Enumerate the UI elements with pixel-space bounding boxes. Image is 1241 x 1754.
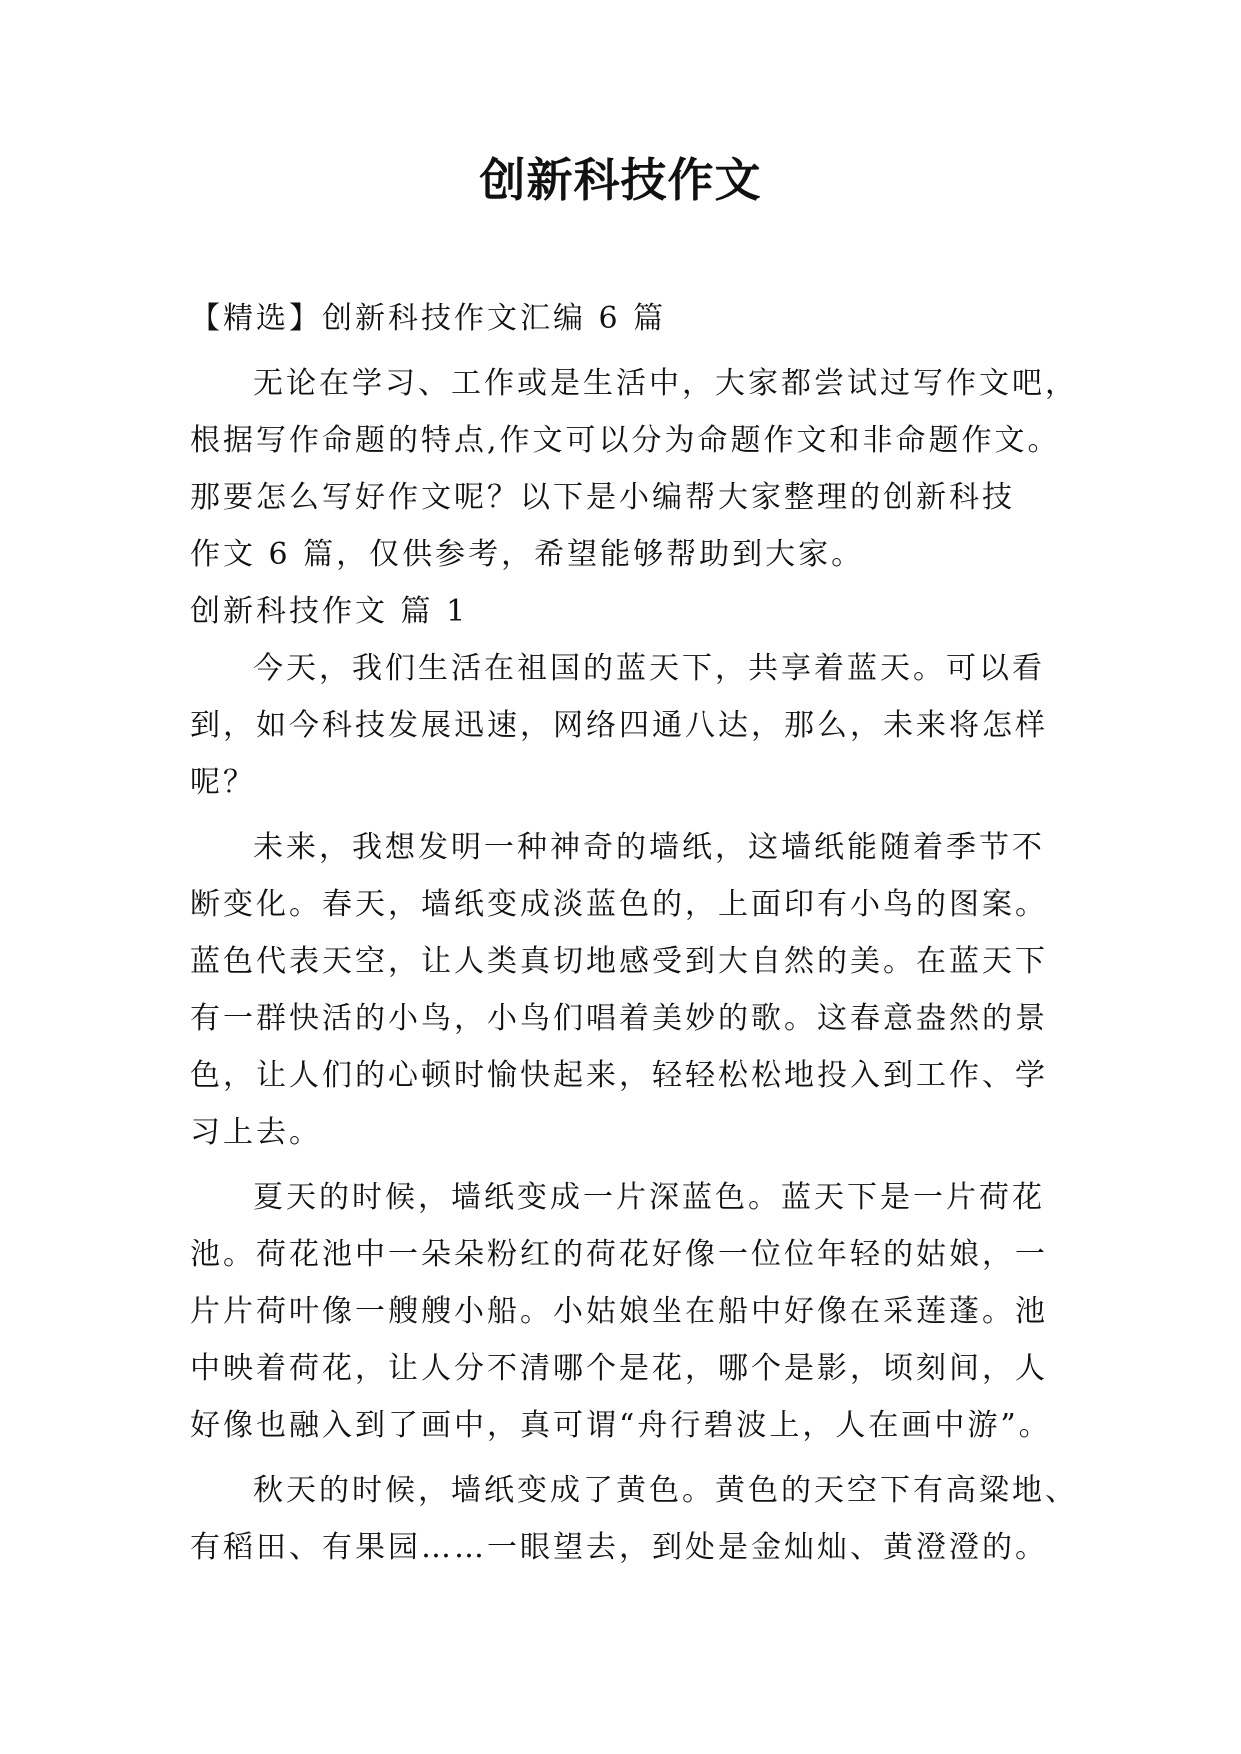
paragraph-line: 断变化。春天，墙纸变成淡蓝色的，上面印有小鸟的图案。 (190, 887, 1048, 922)
paragraph-line: 有稻田、有果园……一眼望去，到处是金灿灿、黄澄澄的。 (190, 1530, 1048, 1565)
paragraph-line: 那要怎么写好作文呢？以下是小编帮大家整理的创新科技 (190, 480, 1015, 515)
paragraph-line: 中映着荷花，让人分不清哪个是花，哪个是影，顷刻间，人 (190, 1351, 1048, 1386)
body-paragraph (190, 1169, 1070, 1454)
body-paragraph (190, 640, 1070, 811)
paragraph-line: 根据写作命题的特点,作文可以分为命题作文和非命题作文。 (190, 423, 1061, 458)
paragraph-line: 蓝色代表天空，让人类真切地感受到大自然的美。在蓝天下 (190, 944, 1048, 979)
document-body (190, 290, 1078, 1576)
paragraph-line: 到，如今科技发展迅速，网络四通八达，那么，未来将怎样 (190, 708, 1048, 743)
paragraph-line: 作文 6 篇，仅供参考，希望能够帮助到大家。 (190, 537, 865, 572)
intro-paragraph (190, 355, 1078, 583)
paragraph-line: 呢？ (190, 765, 256, 800)
body-paragraph (190, 819, 1070, 1161)
paragraph-line: 无论在学习、工作或是生活中，大家都尝试过写作文吧， (253, 366, 1078, 401)
section-heading: 创新科技作文 篇 1 (190, 594, 469, 629)
collection-subtitle: 【精选】创新科技作文汇编 6 篇 (190, 301, 667, 336)
paragraph-line: 池。荷花池中一朵朵粉红的荷花好像一位位年轻的姑娘，一 (190, 1237, 1048, 1272)
paragraph-line: 习上去。 (190, 1115, 322, 1150)
paragraph-line: 未来，我想发明一种神奇的墙纸，这墙纸能随着季节不 (253, 830, 1045, 865)
paragraph-line: 片片荷叶像一艘艘小船。小姑娘坐在船中好像在采莲蓬。池 (190, 1294, 1048, 1329)
page-title: 创新科技作文 (479, 153, 762, 207)
paragraph-line: 秋天的时候，墙纸变成了黄色。黄色的天空下有高粱地、 (253, 1473, 1078, 1508)
paragraph-line: 色，让人们的心顿时愉快起来，轻轻松松地投入到工作、学 (190, 1058, 1048, 1093)
paragraph-line: 今天，我们生活在祖国的蓝天下，共享着蓝天。可以看 (253, 651, 1045, 686)
paragraph-line: 有一群快活的小鸟，小鸟们唱着美妙的歌。这春意盎然的景 (190, 1001, 1048, 1036)
paragraph-line: 好像也融入到了画中，真可谓“舟行碧波上，人在画中游”。 (190, 1408, 1052, 1443)
paragraph-line: 夏天的时候，墙纸变成一片深蓝色。蓝天下是一片荷花 (253, 1180, 1045, 1215)
body-paragraph (190, 1462, 1078, 1576)
